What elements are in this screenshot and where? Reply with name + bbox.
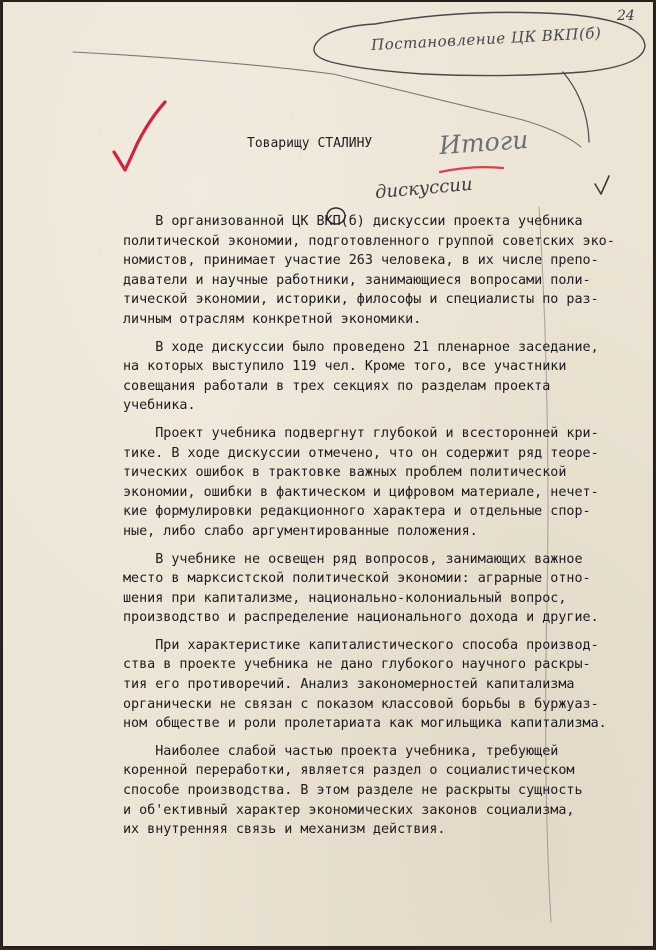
paragraph [123, 338, 653, 416]
text-line: на которых выступило 119 чел. Кроме того, все участники [123, 359, 567, 375]
addressee-heading: Товарищу СТАЛИНУ [247, 136, 373, 151]
text-line: совещания работали в трех секциях по разделам проекта [123, 378, 551, 394]
text-line: органически не связан с показом классовой борьбы в буржуаз- [123, 696, 599, 712]
text-line: способе производства. В этом разделе не раскрыты сущность [123, 783, 583, 799]
text-line: При характеристике капиталистического способа производ- [123, 637, 599, 653]
text-line: кие формулировки редакционного характера и отдельные спор- [123, 504, 591, 520]
text-line: экономии, ошибки в фактическом и цифровом материале, нечет- [123, 484, 599, 500]
text-line: коренной переработки, является раздел о социалистическом [123, 763, 575, 779]
text-line: тике. В ходе дискуссии отмечено, что он содержит ряд теоре- [123, 445, 599, 461]
text-line: место в марксистской политической экономии: аграрные отно- [123, 571, 591, 587]
paragraph [123, 424, 653, 542]
document-page [3, 2, 653, 946]
red-underline-mark [440, 167, 503, 172]
text-line: ном обществе и роли пролетариата как могильщика капитализма. [123, 716, 607, 732]
text-line: тических ошибок в трактовке важных проблем политической [123, 465, 567, 481]
text-line: В ходе дискуссии было проведено 21 пленарное заседание, [123, 339, 599, 355]
text-line: производство и распределение национального дохода и другие. [123, 610, 599, 626]
paragraph [123, 212, 653, 330]
text-line: В учебнике не освещен ряд вопросов, занимающих важное [123, 551, 583, 567]
text-line: и об'ективный характер экономических законов социализма, [123, 802, 575, 818]
text-line: тия его противоречий. Анализ закономерностей капитализма [123, 677, 575, 693]
text-line: ства в проекте учебника не дано глубокого научного раскры- [123, 657, 591, 673]
red-check-mark-icon [114, 102, 165, 170]
text-line: номистов, принимает участие 263 человека, в их числе препо- [123, 253, 599, 269]
text-line: даватели и научные работники, занимающиеся вопросами поли- [123, 272, 591, 288]
pencil-connector-line [563, 72, 589, 142]
text-line: ные, либо слабо аргументированные положения. [123, 523, 478, 539]
text-line: Проект учебника подвергнут глубокой и всесторонней кри- [123, 425, 599, 441]
handwritten-resolution-note: Постановление ЦК ВКП(б) [370, 23, 602, 55]
text-line: их внутренняя связь и механизм действия. [123, 822, 446, 838]
paragraph [123, 742, 653, 840]
text-line: Наиболее слабой частью проекта учебника, требующей [123, 743, 559, 759]
handwritten-results-note: Итоги [438, 124, 530, 161]
text-line: В организованной ЦК ВКП(б) дискуссии проекта учебника [123, 214, 583, 229]
paragraph [123, 550, 653, 628]
text-line: шения при капитализме, национально-колониальный вопрос, [123, 590, 567, 606]
handwritten-discussion-note: дискуссии [374, 173, 474, 204]
letter-body [123, 212, 653, 848]
text-line: учебника. [123, 398, 196, 414]
page-number: 24 [617, 8, 635, 24]
paragraph [123, 636, 653, 734]
text-line: политической экономии, подготовленного группой советских эко- [123, 233, 615, 249]
pencil-tick-mark [595, 176, 609, 194]
text-line: личным отраслям конкретной экономики. [123, 311, 422, 327]
text-line: тической экономии, историки, философы и специалисты по раз- [123, 292, 599, 308]
